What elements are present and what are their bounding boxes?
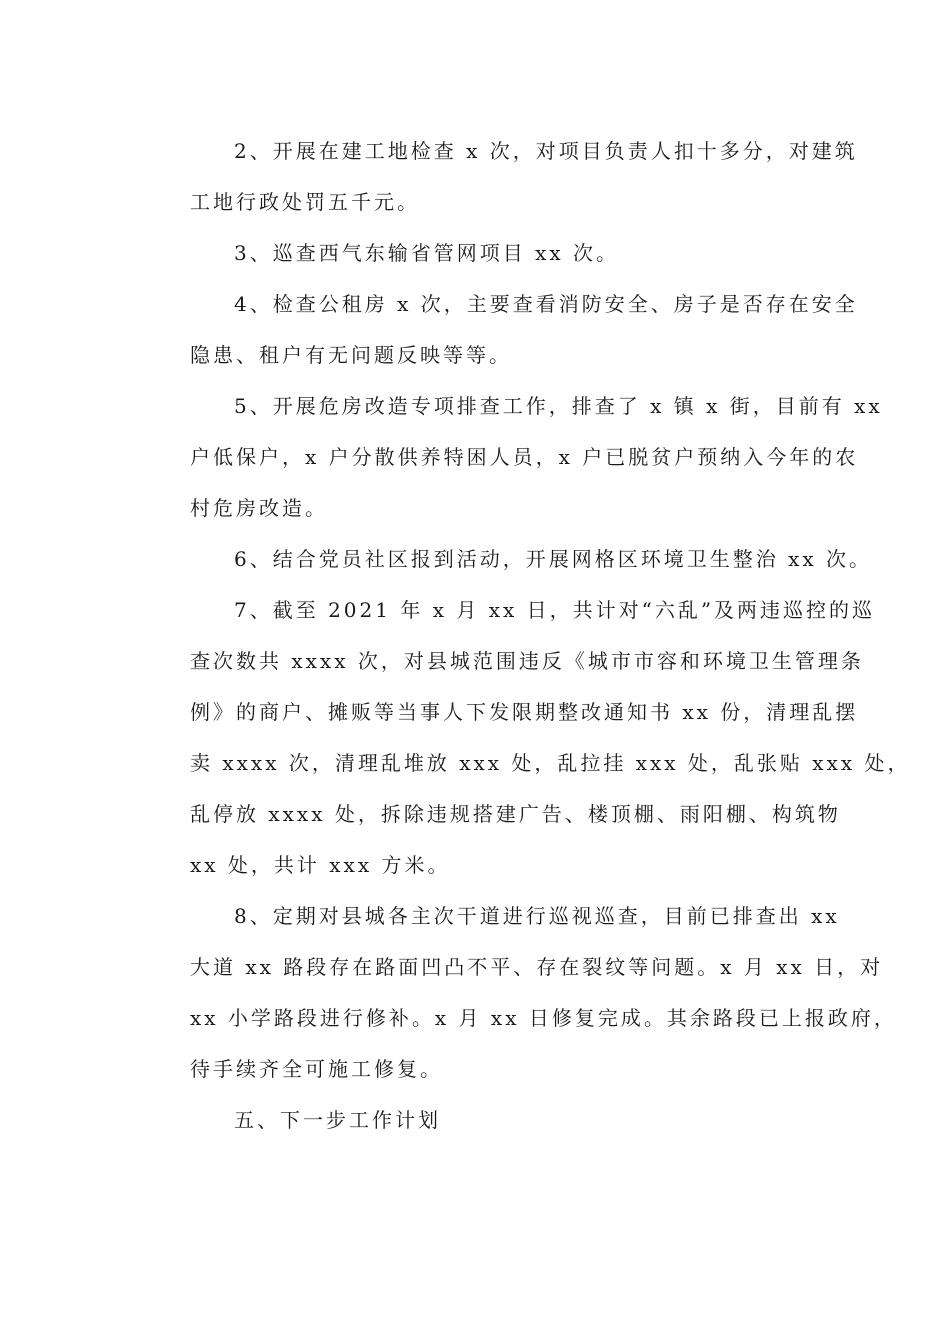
paragraph-item-5 <box>146 381 883 534</box>
paragraph-line: 隐患、租户有无问题反映等等。 <box>190 343 512 367</box>
paragraph-line: 大道 xx 路段存在路面凹凸不平、存在裂纹等问题。x 月 xx 日，对 <box>190 955 884 979</box>
paragraph-line: 待手续齐全可施工修复。 <box>190 1057 443 1081</box>
paragraph-line: 7、截至 2021 年 x 月 xx 日，共计对“六乱”及两违巡控的巡 <box>234 598 876 622</box>
paragraph-item-8 <box>146 891 897 1095</box>
paragraph-line: 乱停放 xxxx 处，拆除违规搭建广告、楼顶棚、雨阳棚、构筑物 <box>190 802 841 826</box>
paragraph-line: 4、检查公租房 x 次，主要查看消防安全、房子是否存在安全 <box>234 292 858 316</box>
paragraph-line: 8、定期对县城各主次干道进行巡视巡查，目前已排查出 xx <box>234 904 840 928</box>
paragraph-item-3 <box>146 228 810 279</box>
document-body <box>146 126 911 1146</box>
paragraph-item-6 <box>146 534 872 585</box>
section-heading: 五、下一步工作计划 <box>234 1108 441 1132</box>
paragraph-line: 户低保户，x 户分散供养特困人员，x 户已脱贫户预纳入今年的农 <box>190 445 859 469</box>
paragraph-item-7 <box>146 585 911 891</box>
paragraph-line: 5、开展危房改造专项排查工作，排查了 x 镇 x 街，目前有 xx <box>234 394 883 418</box>
paragraph-line: 查次数共 xxxx 次，对县城范围违反《城市市容和环境卫生管理条 <box>190 649 864 673</box>
paragraph-item-4 <box>146 279 858 381</box>
paragraph-line: 6、结合党员社区报到活动，开展网格区环境卫生整治 xx 次。 <box>234 547 872 571</box>
paragraph-line: 工地行政处罚五千元。 <box>190 190 420 214</box>
paragraph-line: xx 处，共计 xxx 方米。 <box>190 853 451 877</box>
paragraph-line: 卖 xxxx 次，清理乱堆放 xxx 处，乱拉挂 xxx 处，乱张贴 xxx 处， <box>190 751 911 775</box>
paragraph-line: 2、开展在建工地检查 x 次，对项目负责人扣十多分，对建筑 <box>234 139 858 163</box>
paragraph-line: 例》的商户、摊贩等当事人下发限期整改通知书 xx 份，清理乱摆 <box>190 700 859 724</box>
section-heading-next-steps <box>146 1095 810 1146</box>
paragraph-item-2 <box>146 126 858 228</box>
paragraph-line: 村危房改造。 <box>190 496 328 520</box>
paragraph-line: xx 小学路段进行修补。x 月 xx 日修复完成。其余路段已上报政府， <box>190 1006 897 1030</box>
paragraph-line: 3、巡查西气东输省管网项目 xx 次。 <box>234 241 619 265</box>
